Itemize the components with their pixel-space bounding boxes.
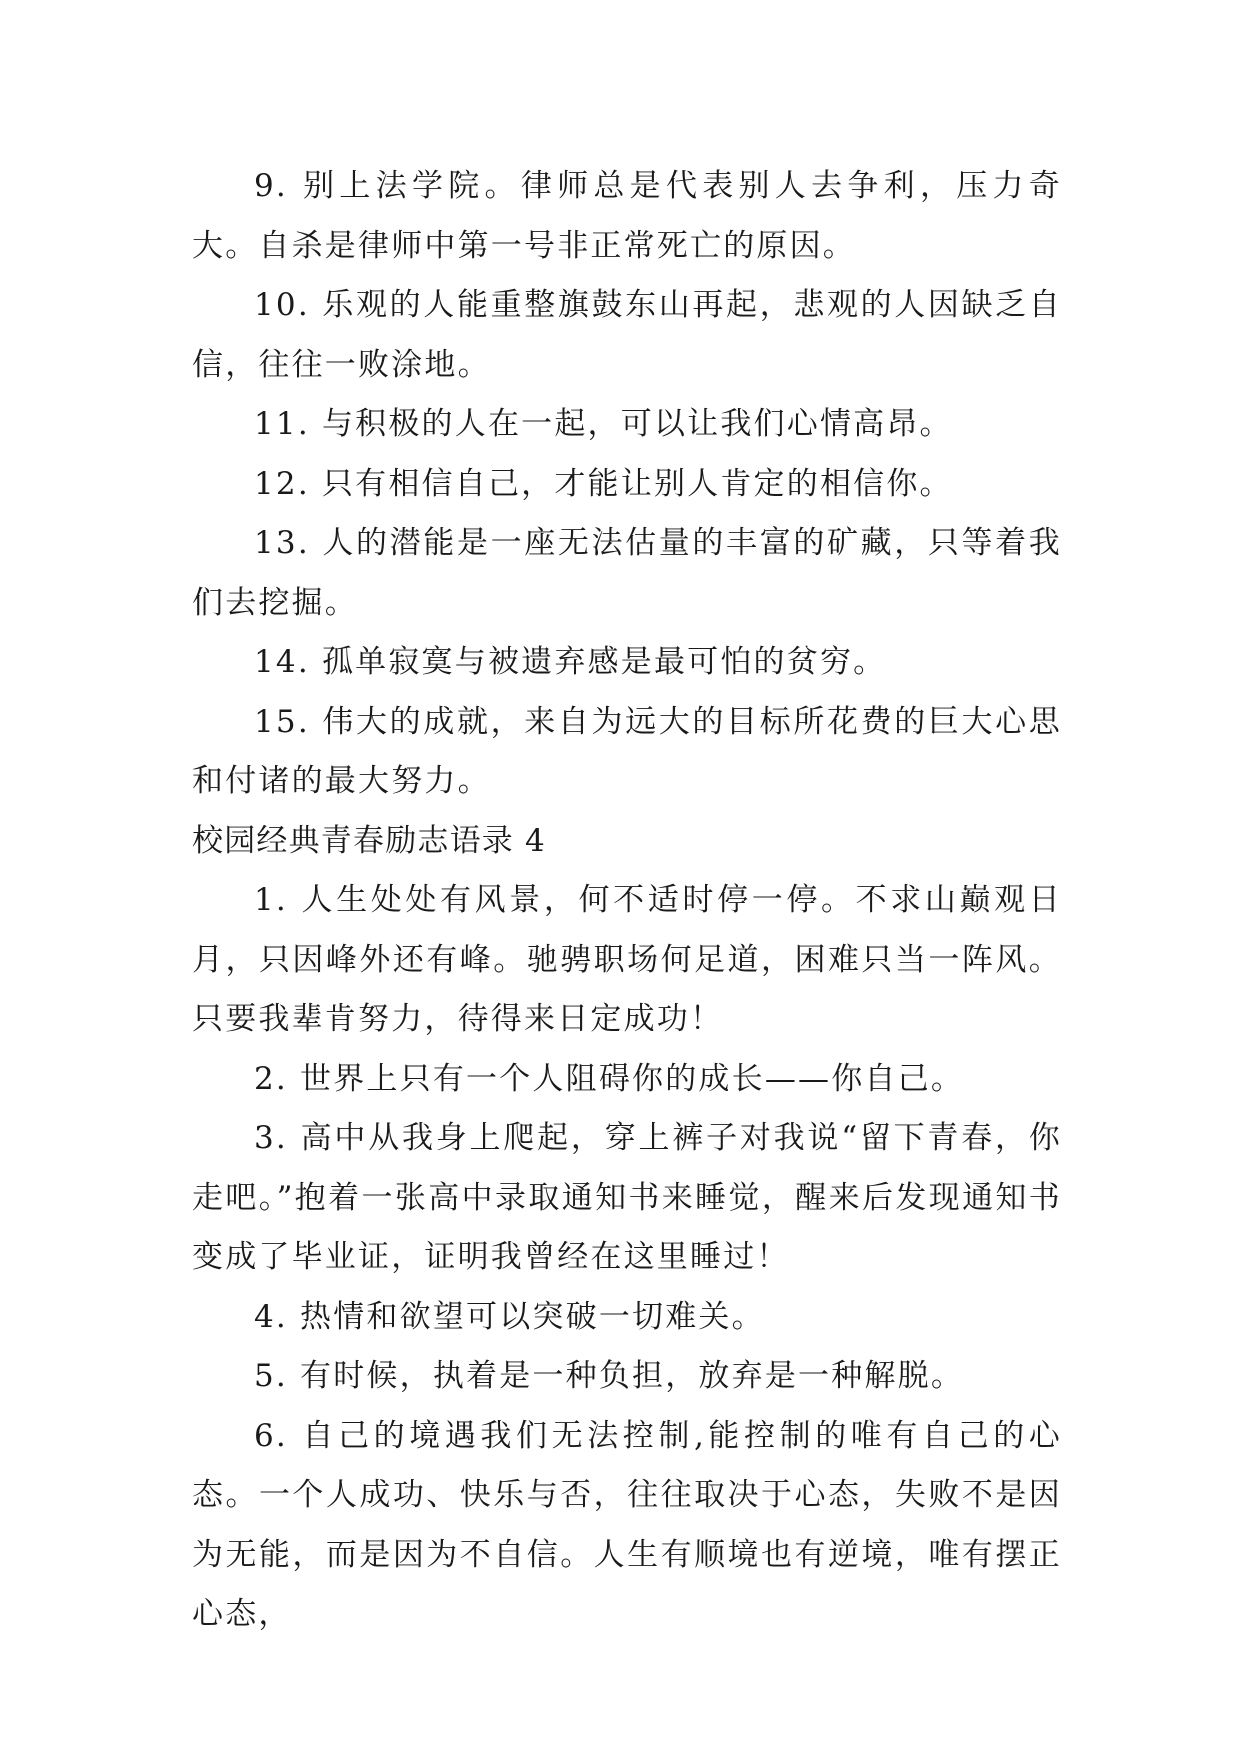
quote-paragraph-9: 9. 别上法学院。律师总是代表别人去争利，压力奇大。自杀是律师中第一号非正常死亡的原因。: [192, 168, 1062, 264]
section4-paragraph-1: 1. 人生处处有风景，何不适时停一停。不求山巅观日月，只因峰外还有峰。驰骋职场何足道，困难只当一阵风。只要我辈肯努力，待得来日定成功！: [192, 882, 1062, 1037]
quote-paragraph-15: 15. 伟大的成就，来自为远大的目标所花费的巨大心思和付诸的最大努力。: [192, 703, 1062, 799]
section4-paragraph-4: 4. 热情和欲望可以突破一切难关。: [254, 1298, 765, 1335]
section4-paragraph-3: 3. 高中从我身上爬起，穿上裤子对我说“留下青春，你走吧。”抱着一张高中录取通知书来睡觉，醒来后发现通知书变成了毕业证，证明我曾经在这里睡过！: [192, 1120, 1062, 1275]
quote-paragraph-11: 11. 与积极的人在一起，可以让我们心情高昂。: [254, 406, 953, 442]
section4-paragraph-6: 6. 自己的境遇我们无法控制,能控制的唯有自己的心态。一个人成功、快乐与否，往往取决于心态，失败不是因为无能，而是因为不自信。人生有顺境也有逆境，唯有摆正心态，: [192, 1417, 1062, 1632]
section-heading: 校园经典青春励志语录 4: [192, 822, 546, 859]
quote-paragraph-13: 13. 人的潜能是一座无法估量的丰富的矿藏，只等着我们去挖掘。: [192, 525, 1062, 621]
section4-paragraph-2: 2. 世界上只有一个人阻碍你的成长——你自己。: [254, 1060, 965, 1097]
quote-paragraph-14: 14. 孤单寂寞与被遗弃感是最可怕的贫穷。: [254, 644, 887, 680]
quote-paragraph-10: 10. 乐观的人能重整旗鼓东山再起，悲观的人因缺乏自信，往往一败涂地。: [192, 287, 1062, 383]
section4-paragraph-5: 5. 有时候，执着是一种负担，放弃是一种解脱。: [254, 1358, 965, 1394]
quote-paragraph-12: 12. 只有相信自己，才能让别人肯定的相信你。: [254, 465, 953, 502]
document-body: [192, 157, 1062, 1645]
